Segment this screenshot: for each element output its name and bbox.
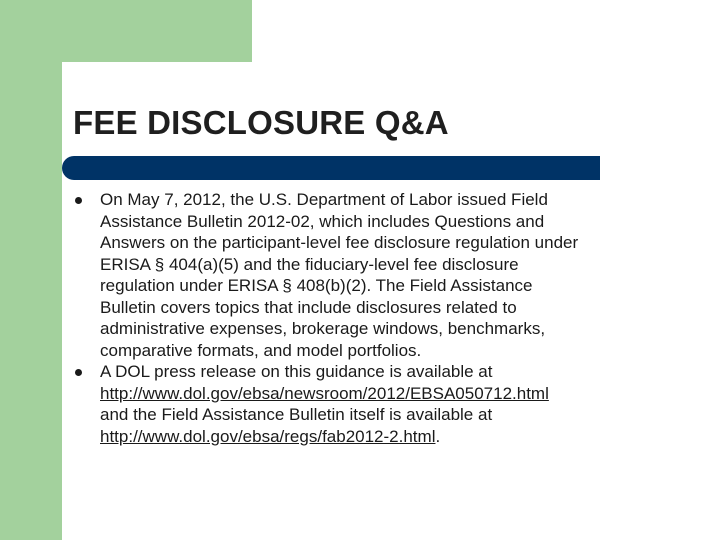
green-top-band	[0, 0, 252, 62]
bullet-text-line: ERISA § 404(a)(5) and the fiduciary-level fee disclosure	[100, 254, 519, 274]
bullet-list	[72, 189, 672, 447]
bullet-text-line: Bulletin covers topics that include disclosures related to	[100, 297, 517, 317]
bullet-text-line: Assistance Bulletin 2012-02, which includes Questions and	[100, 211, 545, 231]
press-release-link-line	[100, 383, 672, 405]
field-assistance-bulletin-link[interactable]: http://www.dol.gov/ebsa/regs/fab2012-2.html	[100, 426, 436, 446]
bullet-item-2	[72, 361, 672, 447]
green-side-band	[0, 0, 62, 540]
bullet-text-line: On May 7, 2012, the U.S. Department of Labor issued Field	[100, 190, 548, 209]
bullet-text-line: regulation under ERISA § 408(b)(2). The Field Assistance	[100, 276, 533, 295]
bullet-dot-icon	[75, 369, 82, 376]
bullet-dot-icon	[75, 197, 82, 204]
bullet-text-line: and the Field Assistance Bulletin itself is available at	[100, 405, 493, 424]
bullet-text-line: A DOL press release on this guidance is available at	[100, 362, 493, 381]
title-underline-bar	[62, 156, 600, 180]
bullet-text-line: Answers on the participant-level fee disclosure regulation under	[100, 233, 579, 252]
slide-title: FEE DISCLOSURE Q&A	[73, 104, 449, 141]
bullet-text-line: administrative expenses, brokerage windows, benchmarks,	[100, 319, 546, 338]
bullet-text-line: comparative formats, and model portfolios.	[100, 340, 422, 360]
bullet-item-1	[72, 189, 672, 361]
press-release-link[interactable]: http://www.dol.gov/ebsa/newsroom/2012/EBSA050712.html	[100, 383, 549, 403]
sentence-period: .	[435, 426, 441, 446]
bulletin-link-line	[100, 426, 672, 448]
